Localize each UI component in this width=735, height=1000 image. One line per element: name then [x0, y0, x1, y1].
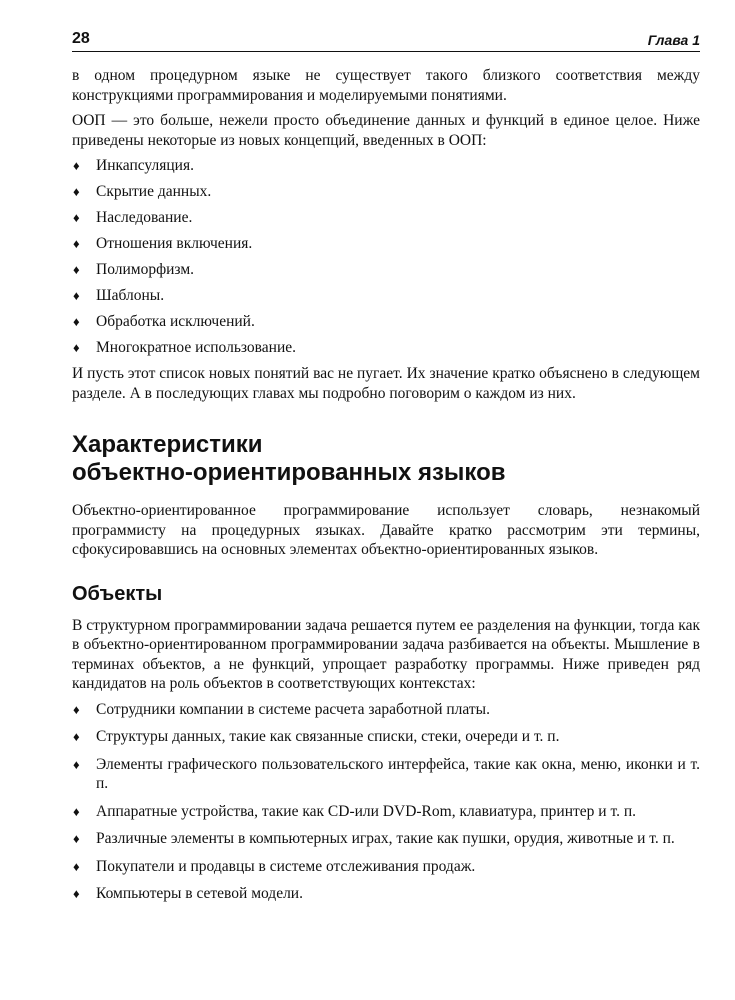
page-body: [72, 66, 700, 904]
list-item: ♦ Компьютеры в сетевой модели.: [73, 885, 303, 902]
list-item: ♦ Покупатели и продавцы в системе отслеживания продаж.: [73, 857, 476, 875]
diamond-bullet-icon: ♦: [73, 314, 80, 329]
diamond-bullet-icon: ♦: [73, 858, 80, 874]
intro-paragraph-3: И пусть этот список новых понятий вас не пугает. Их значение кратко объяснено в следующем разделе. А в последующих главах мы подробно поговорим о каждом из них.: [72, 365, 700, 402]
diamond-bullet-icon: ♦: [73, 729, 80, 744]
diamond-bullet-icon: ♦: [73, 803, 80, 819]
diamond-bullet-icon: ♦: [73, 158, 80, 173]
list-item: ♦ Сотрудники компании в системе расчета заработной платы.: [73, 700, 490, 718]
list-item: ♦ Шаблоны.: [73, 287, 165, 304]
diamond-bullet-icon: ♦: [73, 210, 80, 225]
section-heading-line-2: объектно-ориентированных языков: [72, 459, 506, 486]
running-header: [72, 26, 700, 52]
diamond-bullet-icon: ♦: [73, 340, 80, 355]
list-item: ♦ Элементы графического пользовательского интерфейса, такие как окна, меню, иконки и т. п.: [73, 755, 700, 792]
diamond-bullet-icon: ♦: [73, 236, 80, 251]
diamond-bullet-icon: ♦: [73, 184, 80, 199]
list-item: ♦ Скрытие данных.: [73, 183, 212, 200]
diamond-bullet-icon: ♦: [73, 886, 80, 901]
list-item: ♦ Различные элементы в компьютерных играх, такие как пушки, орудия, животные и т. п.: [73, 830, 675, 847]
chapter-label: Глава 1: [647, 32, 700, 48]
section-heading-line-1: Характеристики: [72, 431, 263, 458]
object-candidates-list: [72, 700, 700, 904]
subsection-heading: Объекты: [72, 582, 163, 605]
list-item: ♦ Полиморфизм.: [73, 261, 195, 278]
list-item: ♦ Отношения включения.: [73, 235, 253, 252]
diamond-bullet-icon: ♦: [73, 756, 80, 772]
list-item: ♦ Наследование.: [73, 209, 193, 226]
oop-concepts-list: [72, 156, 700, 358]
section-heading: [72, 431, 700, 487]
page-number: 28: [72, 30, 90, 47]
intro-paragraph-2: ООП — это больше, нежели просто объединение данных и функций в единое целое. Ниже приведены некоторые из новых концепций, введенных в ООП:: [72, 112, 700, 149]
diamond-bullet-icon: ♦: [73, 831, 80, 846]
list-item: ♦ Обработка исключений.: [73, 313, 255, 330]
intro-paragraph-1: в одном процедурном языке не существует такого близкого соответствия между конструкциями программирования и моделируемыми понятиями.: [72, 67, 700, 104]
diamond-bullet-icon: ♦: [73, 262, 80, 277]
list-item: ♦ Многократное использование.: [73, 339, 297, 356]
subsection-paragraph: В структурном программировании задача решается путем ее разделения на функции, тогда как в объектно-ориентированном программировании задача разбивается на объекты. Мышление в терминах объектов, а не функций, упрощает разработку программы. Ниже приведен ряд кандидатов на роль объектов в соответствующих контекстах:: [72, 616, 700, 692]
section-paragraph: Объектно-ориентированное программирование использует словарь, незнакомый программисту на процедурных языках. Давайте кратко рассмотрим эти термины, сфокусировавшись на основных элементах объектно-ориентированных языков.: [72, 502, 700, 558]
diamond-bullet-icon: ♦: [73, 701, 80, 717]
book-page: [72, 26, 700, 912]
list-item: ♦ Структуры данных, такие как связанные списки, стеки, очереди и т. п.: [73, 728, 560, 745]
diamond-bullet-icon: ♦: [73, 288, 80, 303]
list-item: ♦ Аппаратные устройства, такие как CD-или DVD-Rom, клавиатура, принтер и т. п.: [73, 802, 636, 820]
list-item: ♦ Инкапсуляция.: [73, 157, 194, 174]
